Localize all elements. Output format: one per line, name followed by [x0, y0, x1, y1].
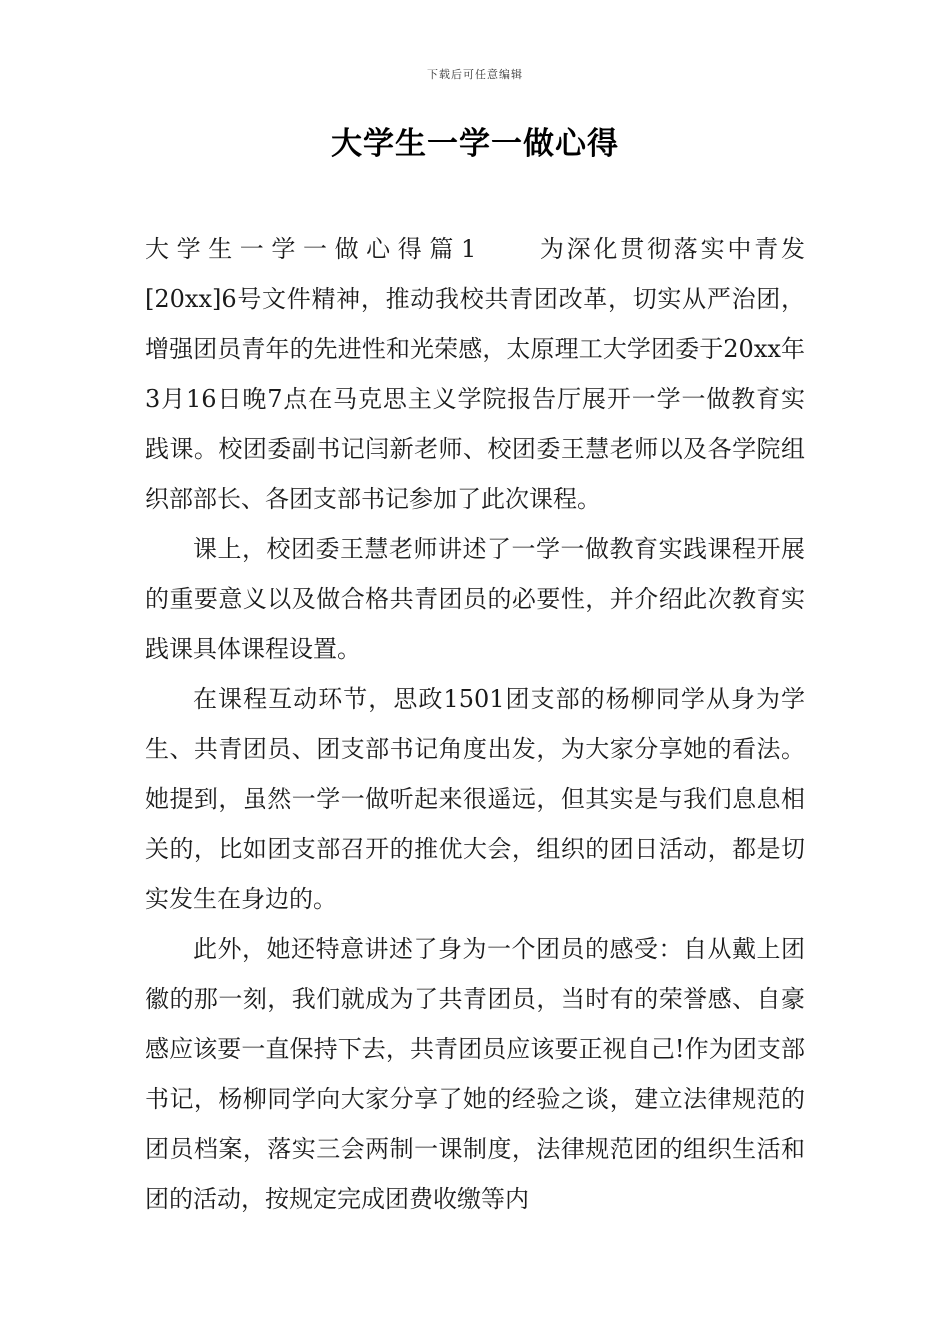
header-note: 下载后可任意编辑 [427, 68, 523, 81]
document-body [145, 224, 805, 1224]
section-heading: 大学生一学一做心得篇1 [145, 235, 482, 263]
paragraph-1 [145, 224, 805, 524]
document-title: 大学生一学一做心得 [331, 126, 619, 162]
paragraph-3: 在课程互动环节，思政1501团支部的杨柳同学从身为学生、共青团员、团支部书记角度出发，为大家分享她的看法。她提到，虽然一学一做听起来很遥远，但其实是与我们息息相关的，比如团支部召开的推优大会，组织的团日活动，都是切实发生在身边的。 [145, 685, 805, 913]
paragraph-2: 课上，校团委王慧老师讲述了一学一做教育实践课程开展的重要意义以及做合格共青团员的必要性，并介绍此次教育实践课具体课程设置。 [145, 535, 805, 663]
paragraph-1-text: 为深化贯彻落实中青发[20xx]6号文件精神，推动我校共青团改革，切实从严治团，增强团员青年的先进性和光荣感，太原理工大学团委于20xx年3月16日晚7点在马克思主义学院报告厅展开一学一做教育实践课。校团委副书记闫新老师、校团委王慧老师以及各学院组织部部长、各团支部书记参加了此次课程。 [145, 235, 805, 513]
paragraph-4: 此外，她还特意讲述了身为一个团员的感受：自从戴上团徽的那一刻，我们就成为了共青团员，当时有的荣誉感、自豪感应该要一直保持下去，共青团员应该要正视自己!作为团支部书记，杨柳同学向大家分享了她的经验之谈，建立法律规范的团员档案，落实三会两制一课制度，法律规范团的组织生活和团的活动，按规定完成团费收缴等内 [145, 935, 805, 1213]
